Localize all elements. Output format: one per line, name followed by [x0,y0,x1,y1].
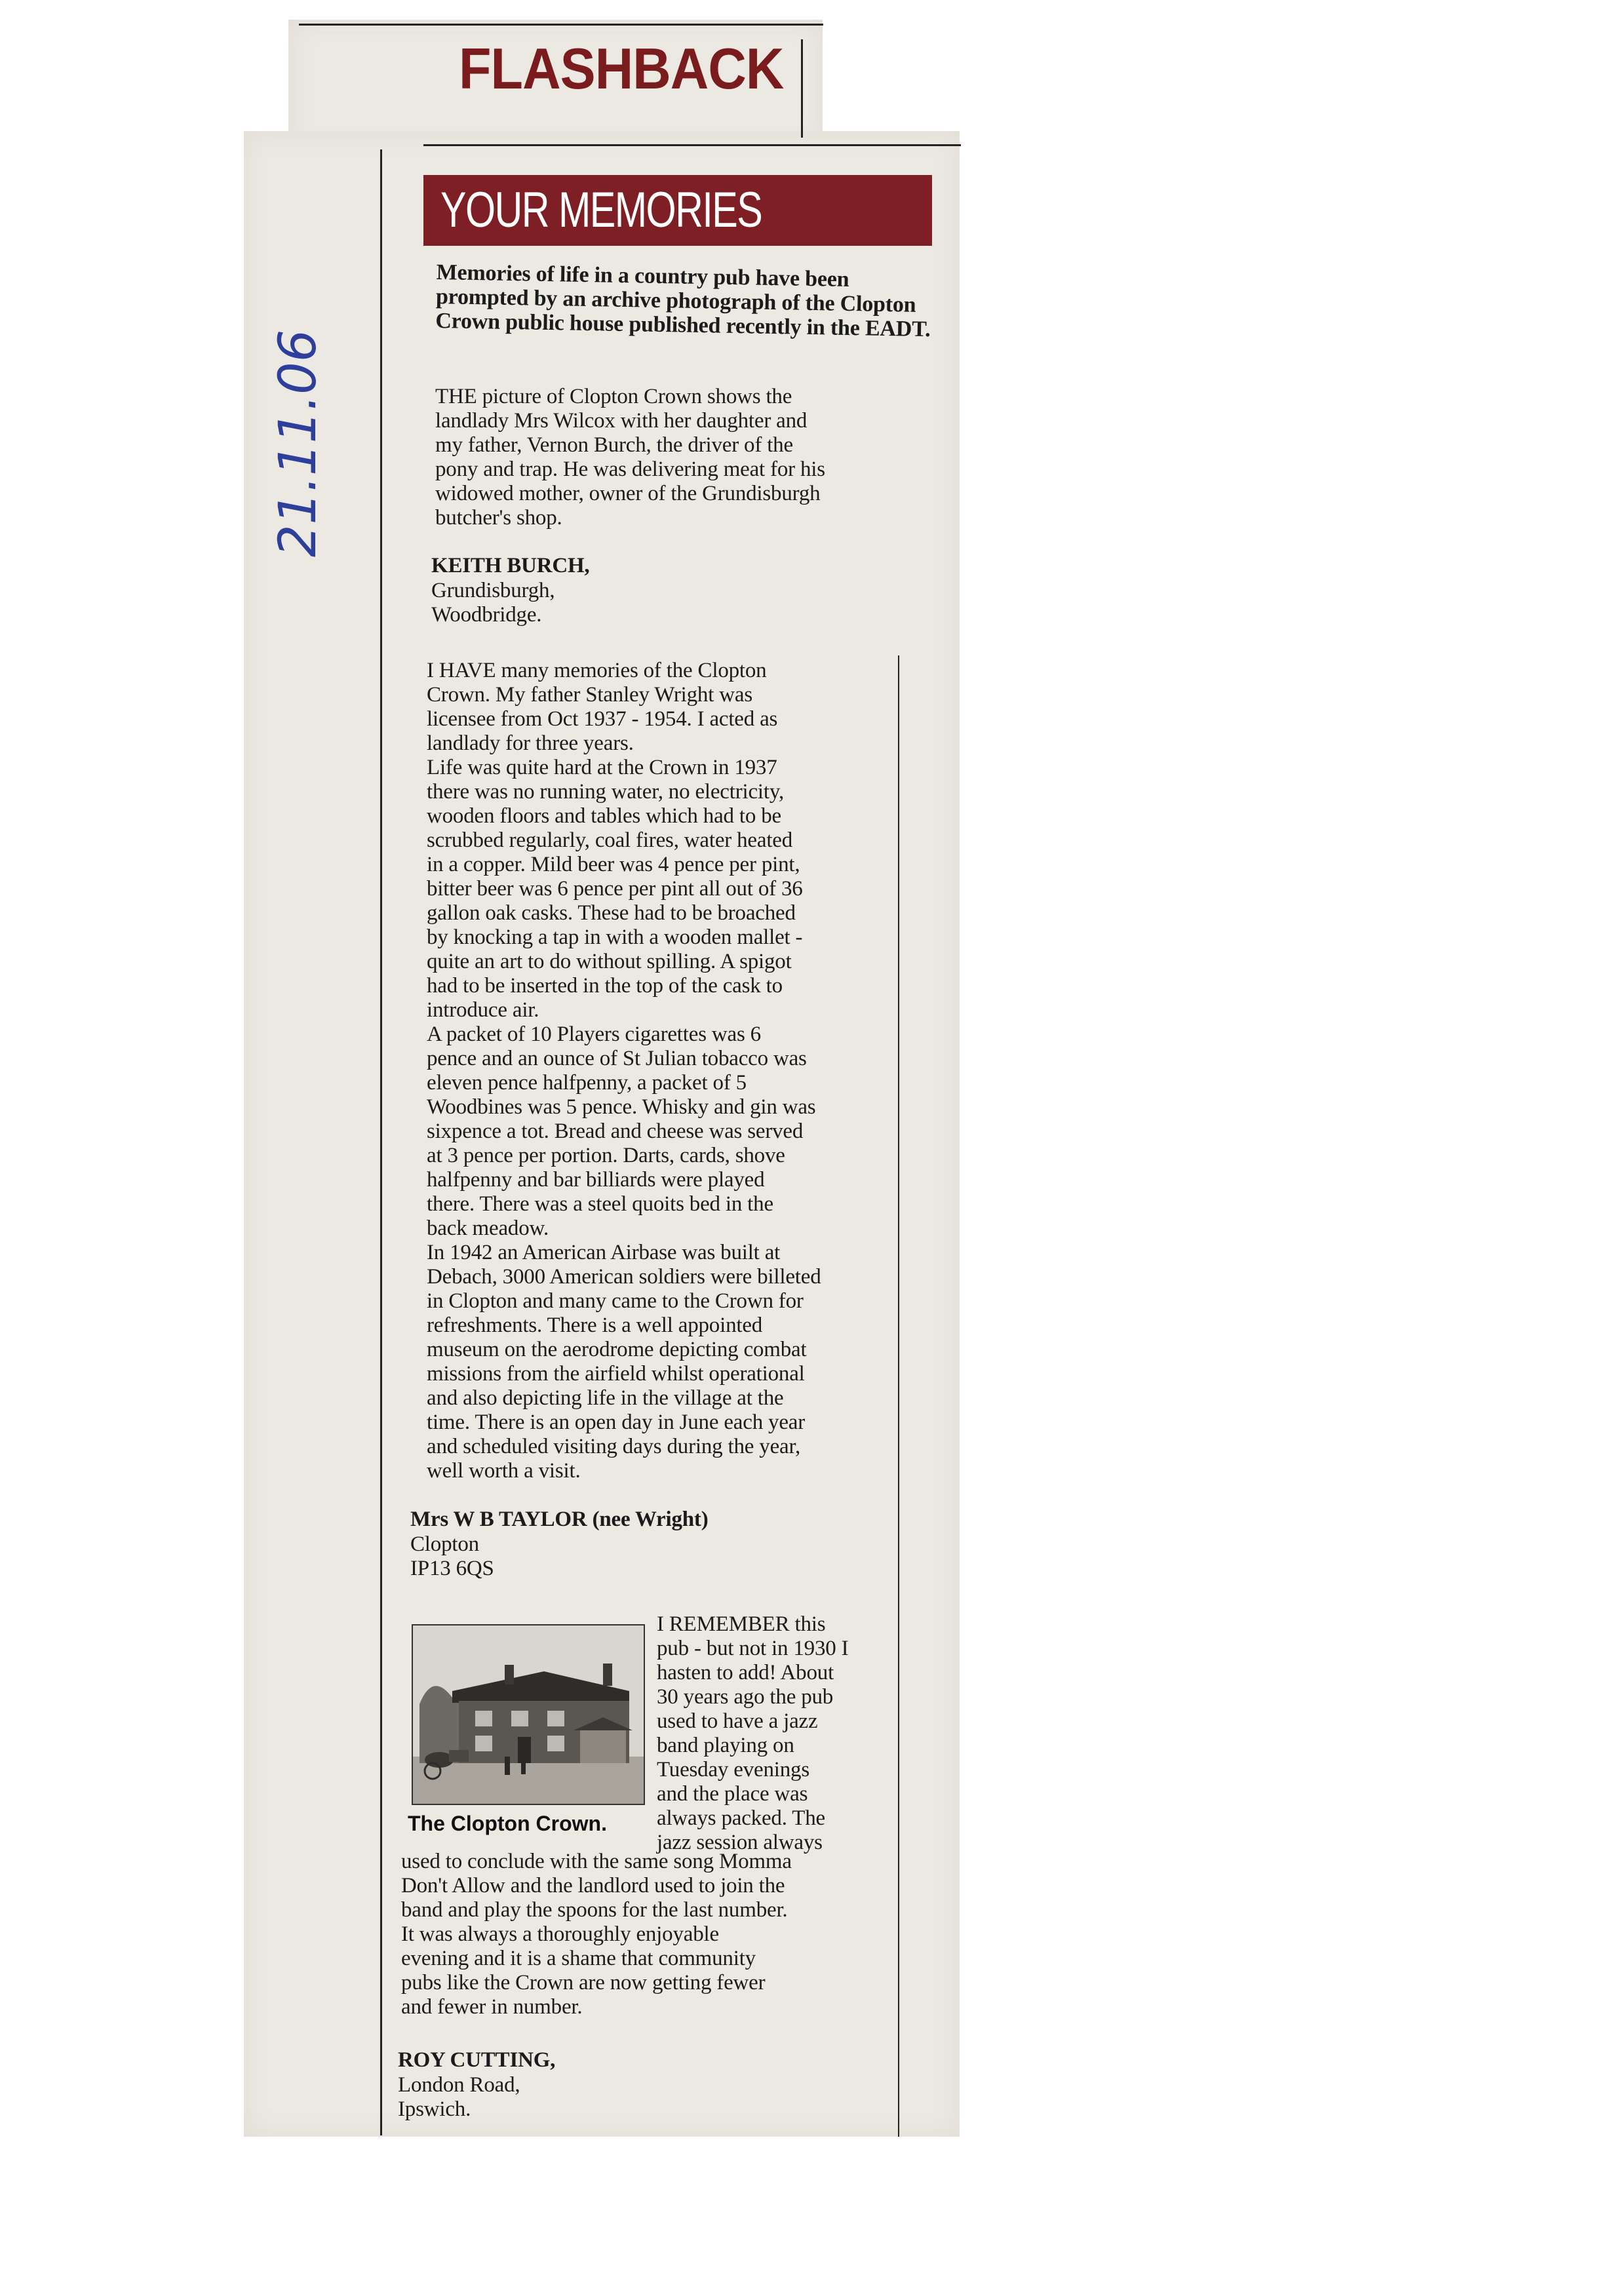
letter-3-body: used to conclude with the same song Momma Don't Allow and the landlord used to join the band and play the spoons for the last number. It was always a thoroughly enjoyable evening and it is a shame that community pubs like the Crown are now getting fewer and fewer in number. [401,1850,792,2019]
letter-3-body-beside-photo: I REMEMBER this pub - but not in 1930 I hasten to add! About 30 years ago the pub used to have a jazz band playing on Tuesday evenings and the place was always packed. The jazz session always [657,1612,849,1854]
archive-photo [412,1624,645,1805]
letter-1-signature: KEITH BURCH, [431,554,590,577]
letter-2-address: Clopton IP13 6QS [410,1532,494,1580]
letter-3-signature: ROY CUTTING, [398,2048,556,2072]
letter-3-address: London Road, Ipswich. [398,2073,520,2121]
header-rule-right [801,39,803,138]
banner-title: YOUR MEMORIES [440,182,762,238]
intro-standfirst: Memories of life in a country pub have been prompted by an archive photograph of the Clopton Crown public house published recently in the EADT. [435,260,931,342]
handwritten-date: 21.11.06 [269,329,328,557]
photo-caption: The Clopton Crown. [408,1812,607,1835]
pub-photo-illustration [413,1625,644,1804]
header-rule-bottom [423,144,961,146]
letter-1-address: Grundisburgh, Woodbridge. [431,579,555,627]
header-rule-top [299,24,823,26]
banner [423,175,932,246]
section-label: FLASHBACK [459,36,784,101]
column-rule-left [380,149,382,2135]
letter-2-body: I HAVE many memories of the Clopton Crown. My father Stanley Wright was licensee from Oct 1937 - 1954. I acted as landlady for three years. Life was quite hard at the Crown in 1937 there was no running water, no electricity, wooden floors and tables which had to be scrubbed regularly, coal fires, water heated in a copper. Mild beer was 4 pence per pint, bitter beer was 6 pence per pint all out of 36 gallon oak casks. These had to be broached by knocking a tap in with a wooden mallet - quite an art to do without spilling. A spigot had to be inserted in the top of the cask to introduce air. A packet of 10 Players cigarettes was 6 pence and an ounce of St Julian tobacco was eleven pence halfpenny, a packet of 5 Woodbines was 5 pence. Whisky and gin was sixpence a tot. Bread and cheese was served at 3 pence per portion. Darts, cards, shove halfpenny and bar billiards were played there. There was a steel quoits bed in the back meadow. In 1942 an American Airbase was built at Debach, 3000 American soldiers were billeted in Clopton and many came to the Crown for refreshments. There is a well appointed museum on the aerodrome depicting combat missions from the airfield whilst operational and also depicting life in the village at the time. There is an open day in June each year and scheduled visiting days during the year, well worth a visit. [427,659,821,1483]
letter-2-signature: Mrs W B TAYLOR (nee Wright) [410,1508,709,1531]
letter-1-body: THE picture of Clopton Crown shows the landlady Mrs Wilcox with her daughter and my father, Vernon Burch, the driver of the pony and trap. He was delivering meat for his widowed mother, owner of the Grundisburgh butcher's shop. [435,385,825,530]
